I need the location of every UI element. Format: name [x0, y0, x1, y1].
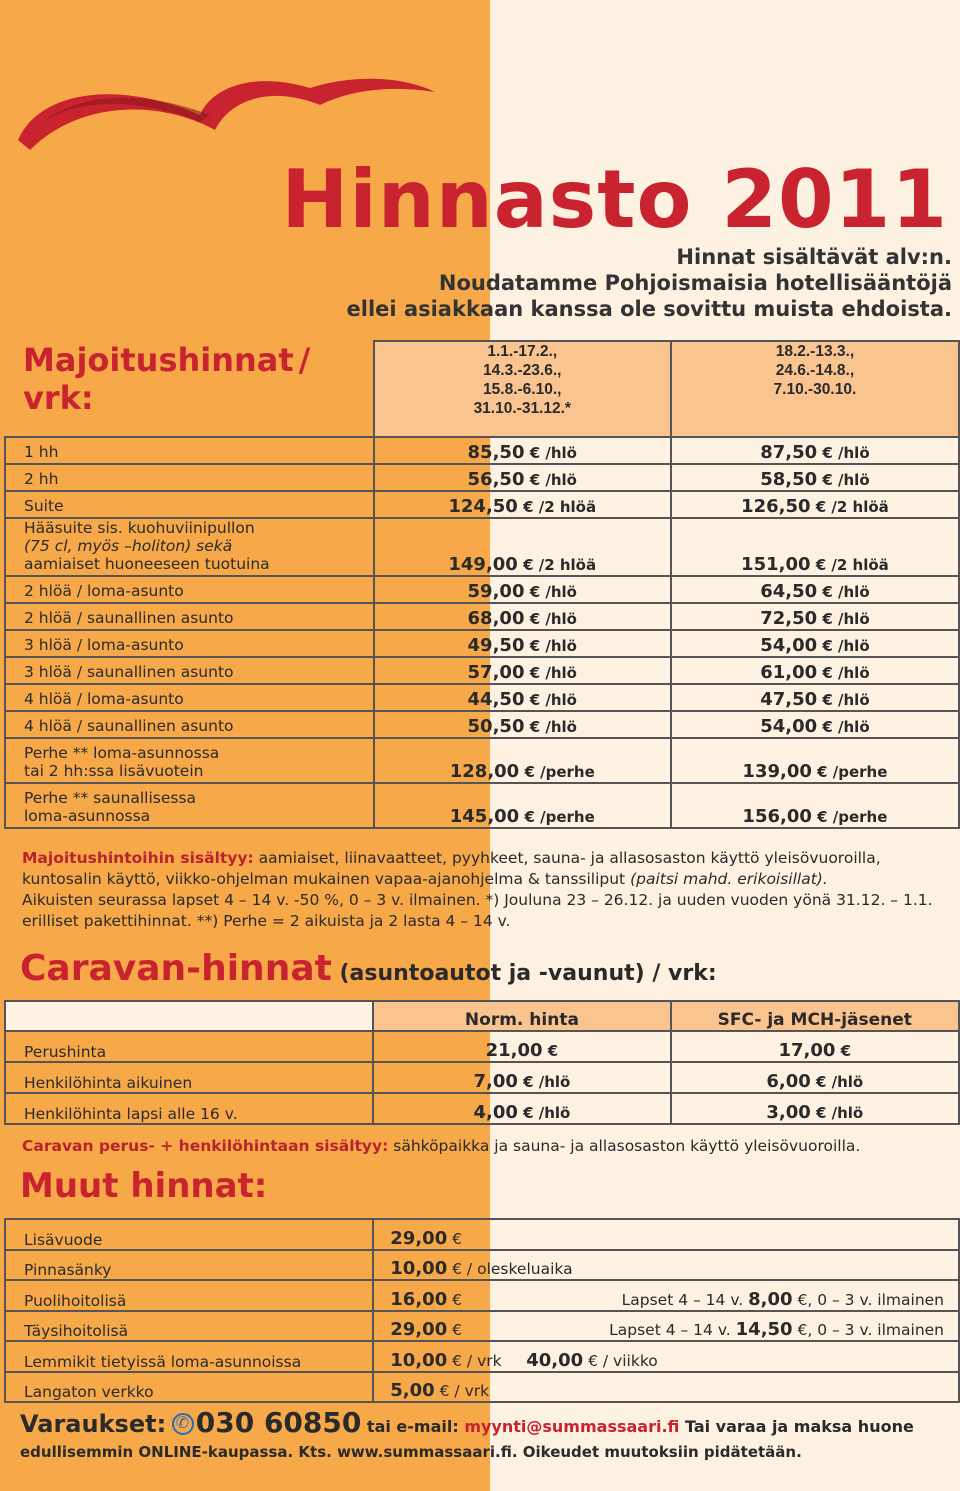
- price-unit: € / oleskeluaika: [447, 1260, 573, 1278]
- child-price-prefix: Lapset 4 – 14 v.: [621, 1290, 749, 1309]
- other-price-row: [5, 1280, 959, 1311]
- other-price-row: [5, 1372, 959, 1403]
- accommodation-row: [5, 630, 959, 657]
- price-unit: € /hlö: [817, 718, 870, 736]
- price-value: 58,50: [760, 469, 818, 490]
- price-unit: € /2 hlöä: [810, 556, 889, 574]
- price-value: 50,50: [467, 716, 525, 737]
- accommodation-row: [5, 437, 959, 464]
- price-value: 61,00: [760, 662, 818, 683]
- row-label-line: aamiaiset huoneeseen tuotuina: [24, 555, 270, 573]
- price-unit: € /hlö: [817, 471, 870, 489]
- price-unit: € /hlö: [524, 637, 577, 655]
- other-price: [373, 1311, 959, 1342]
- period-header-2: [671, 341, 959, 437]
- price-member: [671, 1062, 959, 1093]
- row-label-line: 4 hlöä / saunallinen asunto: [24, 717, 234, 735]
- price-value: 56,50: [467, 469, 525, 490]
- price-value: 6,00: [766, 1071, 811, 1092]
- row-label-line: Perhe ** saunallisessa: [24, 789, 197, 807]
- accommodation-title-cell: [5, 341, 374, 437]
- price-period-2: [671, 684, 959, 711]
- price-period-1: [374, 738, 671, 783]
- note-bold: Majoitushintoihin sisältyy:: [22, 849, 254, 867]
- caravan-table: [4, 1000, 960, 1125]
- note-line: Aikuisten seurassa lapset 4 – 14 v. -50 %, 0 – 3 v. ilmainen. *) Jouluna 23 – 26.12. ja uuden vuoden yönä 31.12. – 1.1.: [22, 891, 933, 909]
- footer-text-1: Tai varaa ja maksa huone: [679, 1417, 914, 1436]
- row-label-line: 2 hlöä / saunallinen asunto: [24, 609, 234, 627]
- row-label: [5, 711, 374, 738]
- row-label: [5, 738, 374, 783]
- accommodation-row: [5, 738, 959, 783]
- price-unit: € /hlö: [817, 637, 870, 655]
- caravan-title: [20, 948, 717, 989]
- price-period-2: [671, 783, 959, 828]
- price-unit: € /hlö: [817, 444, 870, 462]
- price-norm: [373, 1031, 670, 1062]
- price-value: 87,50: [760, 442, 818, 463]
- child-price-value: 14,50: [735, 1319, 793, 1340]
- row-label-line: (75 cl, myös –holiton) sekä: [24, 537, 233, 555]
- price-value: 21,00: [485, 1040, 543, 1061]
- price-value: 29,00: [390, 1227, 448, 1249]
- price-unit: €: [835, 1042, 852, 1060]
- row-label: [5, 437, 374, 464]
- price-value: 156,00: [742, 806, 812, 827]
- row-label: [5, 684, 374, 711]
- price-unit: € /hlö: [524, 718, 577, 736]
- caravan-subtitle: (asuntoautot ja -vaunut) / vrk:: [331, 961, 717, 986]
- row-label: [5, 657, 374, 684]
- price-unit: € /2 hlöä: [810, 498, 889, 516]
- price-period-2: [671, 711, 959, 738]
- price-period-2: [671, 576, 959, 603]
- other-price-row: [5, 1250, 959, 1281]
- price-value: 68,00: [467, 608, 525, 629]
- price-value: 124,50: [448, 496, 518, 517]
- row-label-line: 3 hlöä / saunallinen asunto: [24, 663, 234, 681]
- period-header-1: [374, 341, 671, 437]
- row-label-line: loma-asunnossa: [24, 807, 151, 825]
- price-unit: € / vrk: [447, 1351, 517, 1370]
- accommodation-row: [5, 783, 959, 828]
- period-line: 31.10.-31.12.*: [473, 400, 571, 417]
- row-label-line: 3 hlöä / loma-asunto: [24, 636, 184, 654]
- email-link[interactable]: myynti@summassaari.fi: [464, 1417, 680, 1436]
- price-value: 149,00: [448, 554, 518, 575]
- note-italic: (paitsi mahd. erikoisillat).: [630, 870, 828, 888]
- price-unit: € /2 hlöä: [517, 498, 597, 516]
- accommodation-title-suffix: / vrk:: [23, 341, 311, 417]
- phone-icon: [172, 1413, 194, 1435]
- price-unit: €: [447, 1229, 463, 1248]
- child-price-prefix: Lapset 4 – 14 v.: [609, 1321, 736, 1339]
- caravan-note: [22, 1136, 942, 1157]
- period-line: 15.8.-6.10.,: [483, 381, 562, 398]
- phone-number[interactable]: 030 60850: [195, 1406, 362, 1439]
- intro-line: Hinnat sisältävät alv:n.: [676, 245, 952, 269]
- price-value: 151,00: [741, 554, 811, 575]
- price-period-2: [671, 603, 959, 630]
- row-label: [5, 576, 374, 603]
- accommodation-title: Majoitushinnat: [23, 341, 294, 379]
- price-value: 4,00: [473, 1102, 518, 1123]
- accommodation-row: [5, 603, 959, 630]
- note-bold: Caravan perus- + henkilöhintaan sisältyy:: [22, 1137, 389, 1155]
- price-value: 5,00: [390, 1380, 435, 1401]
- row-label: [5, 518, 374, 576]
- price-period-1: [374, 491, 671, 518]
- other-price: [373, 1280, 959, 1311]
- price-value: 49,50: [467, 635, 525, 656]
- period-line: 24.6.-14.8.,: [775, 362, 855, 379]
- price-member: [671, 1031, 959, 1062]
- caravan-header-member: SFC- ja MCH-jäsenet: [671, 1001, 959, 1031]
- price-period-2: [671, 630, 959, 657]
- accommodation-note: [22, 848, 942, 932]
- price-member: [671, 1093, 959, 1124]
- logo-swoosh: [10, 70, 440, 160]
- row-label: Henkilöhinta aikuinen: [5, 1062, 373, 1093]
- price-period-1: [374, 603, 671, 630]
- price-value: 17,00: [778, 1040, 836, 1061]
- accommodation-row: [5, 711, 959, 738]
- footer: [20, 1406, 950, 1461]
- note-line: [22, 869, 942, 890]
- price-period-1: [374, 630, 671, 657]
- intro-line: ellei asiakkaan kanssa ole sovittu muista ehdoista.: [346, 297, 952, 321]
- row-label: Perushinta: [5, 1031, 373, 1062]
- price-unit: € /2 hlöä: [517, 556, 597, 574]
- price-unit: € /hlö: [524, 691, 577, 709]
- price-unit: € /hlö: [817, 610, 870, 628]
- price-unit: € /hlö: [817, 664, 870, 682]
- other-price: [373, 1250, 959, 1281]
- intro-line: Noudatamme Pohjoismaisia hotellisääntöjä: [438, 271, 952, 295]
- price-norm: [373, 1062, 670, 1093]
- price-period-1: [374, 657, 671, 684]
- price-period-2: [671, 464, 959, 491]
- price-value: 10,00: [390, 1349, 448, 1371]
- price-unit: € /perhe: [519, 763, 595, 781]
- caravan-title-text: Caravan-hinnat: [20, 948, 332, 989]
- row-label-line: 1 hh: [24, 443, 59, 461]
- price-value: 54,00: [760, 635, 818, 656]
- price-unit: € /hlö: [517, 1073, 571, 1091]
- note-text: aamiaiset, liinavaatteet, pyyhkeet, sauna- ja allasosaston käyttö yleisövuoroilla,: [253, 849, 881, 867]
- caravan-header-norm: Norm. hinta: [373, 1001, 670, 1031]
- other-prices-table: [4, 1218, 960, 1403]
- row-label: Puolihoitolisä: [5, 1280, 373, 1311]
- period-line: 18.2.-13.3.,: [775, 343, 855, 360]
- price-period-1: [374, 711, 671, 738]
- price-value: 128,00: [449, 761, 520, 782]
- child-price: [622, 1289, 944, 1310]
- row-label: [5, 464, 374, 491]
- row-label: [5, 783, 374, 828]
- accommodation-row: [5, 491, 959, 518]
- caravan-row: [5, 1093, 959, 1124]
- note-line: [22, 848, 942, 869]
- other-price: [373, 1219, 959, 1250]
- price-period-2: [671, 518, 959, 576]
- price-value: 10,00: [390, 1258, 448, 1279]
- accommodation-row: [5, 518, 959, 576]
- price-unit: € /hlö: [524, 444, 577, 462]
- price-unit: € /hlö: [817, 583, 870, 601]
- other-price: [373, 1341, 959, 1372]
- child-price-suffix: €, 0 – 3 v. ilmainen: [792, 1290, 944, 1309]
- page-title: Hinnasto 2011: [281, 153, 948, 246]
- row-label: Henkilöhinta lapsi alle 16 v.: [5, 1093, 373, 1124]
- price-unit: € /perhe: [519, 808, 595, 826]
- price-value: 126,50: [741, 496, 811, 517]
- accommodation-row: [5, 576, 959, 603]
- price-unit: €: [447, 1290, 463, 1309]
- period-line: 7.10.-30.10.: [773, 381, 857, 398]
- row-label-line: tai 2 hh:ssa lisävuotein: [24, 762, 204, 780]
- row-label-line: 4 hlöä / loma-asunto: [24, 690, 184, 708]
- price-value: 7,00: [473, 1071, 518, 1092]
- price-unit: € /hlö: [524, 610, 577, 628]
- row-label-line: Perhe ** loma-asunnossa: [24, 744, 220, 762]
- other-price-row: [5, 1311, 959, 1342]
- row-label: Langaton verkko: [5, 1372, 373, 1403]
- price-period-1: [374, 576, 671, 603]
- price-unit: € /hlö: [810, 1104, 864, 1122]
- price-unit: € /hlö: [517, 1104, 571, 1122]
- price-value: 85,50: [467, 442, 525, 463]
- row-label: [5, 491, 374, 518]
- price-period-2: [671, 491, 959, 518]
- accommodation-row: [5, 657, 959, 684]
- price-value: 145,00: [449, 806, 520, 827]
- caravan-header-empty: [5, 1001, 373, 1031]
- other-price-row: [5, 1219, 959, 1250]
- weekly-price-value: 40,00: [526, 1349, 584, 1371]
- price-value: 59,00: [467, 581, 525, 602]
- price-unit: €: [542, 1042, 559, 1060]
- caravan-row: [5, 1062, 959, 1093]
- note-line: erilliset pakettihinnat. **) Perhe = 2 aikuista ja 2 lasta 4 – 14 v.: [22, 912, 511, 930]
- price-value: 64,50: [760, 581, 818, 602]
- footer-line-2: edullisemmin ONLINE-kaupassa. Kts. www.summassaari.fi. Oikeudet muutoksiin pidätetään.: [20, 1443, 802, 1461]
- accommodation-row: [5, 684, 959, 711]
- price-unit: € /perhe: [811, 808, 888, 826]
- email-prefix: tai e-mail:: [361, 1417, 465, 1436]
- price-period-2: [671, 437, 959, 464]
- price-period-1: [374, 437, 671, 464]
- row-label-line: 2 hh: [24, 470, 59, 488]
- price-period-1: [374, 464, 671, 491]
- price-value: 72,50: [760, 608, 818, 629]
- price-value: 3,00: [766, 1102, 811, 1123]
- price-period-1: [374, 783, 671, 828]
- period-line: 1.1.-17.2.,: [487, 343, 558, 360]
- note-text: kuntosalin käyttö, viikko-ohjelman mukainen vapaa-ajanohjelma & tanssiliput: [22, 870, 631, 888]
- price-period-2: [671, 657, 959, 684]
- price-unit: € /hlö: [524, 583, 577, 601]
- price-unit: € / vrk: [434, 1382, 490, 1400]
- price-value: 44,50: [467, 689, 525, 710]
- price-value: 29,00: [390, 1319, 448, 1340]
- footer-line-1: [20, 1406, 950, 1439]
- price-value: 16,00: [390, 1288, 448, 1310]
- row-label: Lisävuode: [5, 1219, 373, 1250]
- accommodation-table: [4, 340, 960, 829]
- row-label: Täysihoitolisä: [5, 1311, 373, 1342]
- price-period-1: [374, 518, 671, 576]
- row-label: [5, 630, 374, 657]
- price-unit: €: [447, 1321, 463, 1339]
- price-unit: € /hlö: [810, 1073, 864, 1091]
- price-unit: € /hlö: [524, 664, 577, 682]
- price-unit: € /perhe: [811, 763, 888, 781]
- caravan-row: [5, 1031, 959, 1062]
- row-label-line: Hääsuite sis. kuohuviinipullon: [24, 519, 255, 537]
- price-unit: € /hlö: [817, 691, 870, 709]
- price-period-1: [374, 684, 671, 711]
- price-period-2: [671, 738, 959, 783]
- price-unit: € /hlö: [524, 471, 577, 489]
- price-value: 54,00: [760, 716, 818, 737]
- child-price-value: 8,00: [748, 1288, 793, 1310]
- row-label-line: 2 hlöä / loma-asunto: [24, 582, 184, 600]
- price-value: 47,50: [760, 689, 818, 710]
- row-label: Pinnasänky: [5, 1250, 373, 1281]
- child-price: [609, 1319, 944, 1340]
- row-label: [5, 603, 374, 630]
- price-value: 57,00: [467, 662, 525, 683]
- other-price-row: [5, 1341, 959, 1372]
- price-norm: [373, 1093, 670, 1124]
- weekly-price-unit: € / viikko: [583, 1351, 658, 1370]
- intro-text: [347, 244, 952, 322]
- other-prices-title: Muut hinnat:: [20, 1166, 268, 1206]
- footer-label: Varaukset:: [20, 1410, 167, 1438]
- accommodation-row: [5, 464, 959, 491]
- row-label: Lemmikit tietyissä loma-asunnoissa: [5, 1341, 373, 1372]
- period-line: 14.3.-23.6.,: [483, 362, 562, 379]
- price-value: 139,00: [742, 761, 812, 782]
- other-price: [373, 1372, 959, 1403]
- row-label-line: Suite: [24, 497, 64, 515]
- child-price-suffix: €, 0 – 3 v. ilmainen: [792, 1321, 944, 1339]
- note-text: sähköpaikka ja sauna- ja allasosaston käyttö yleisövuoroilla.: [388, 1137, 861, 1155]
